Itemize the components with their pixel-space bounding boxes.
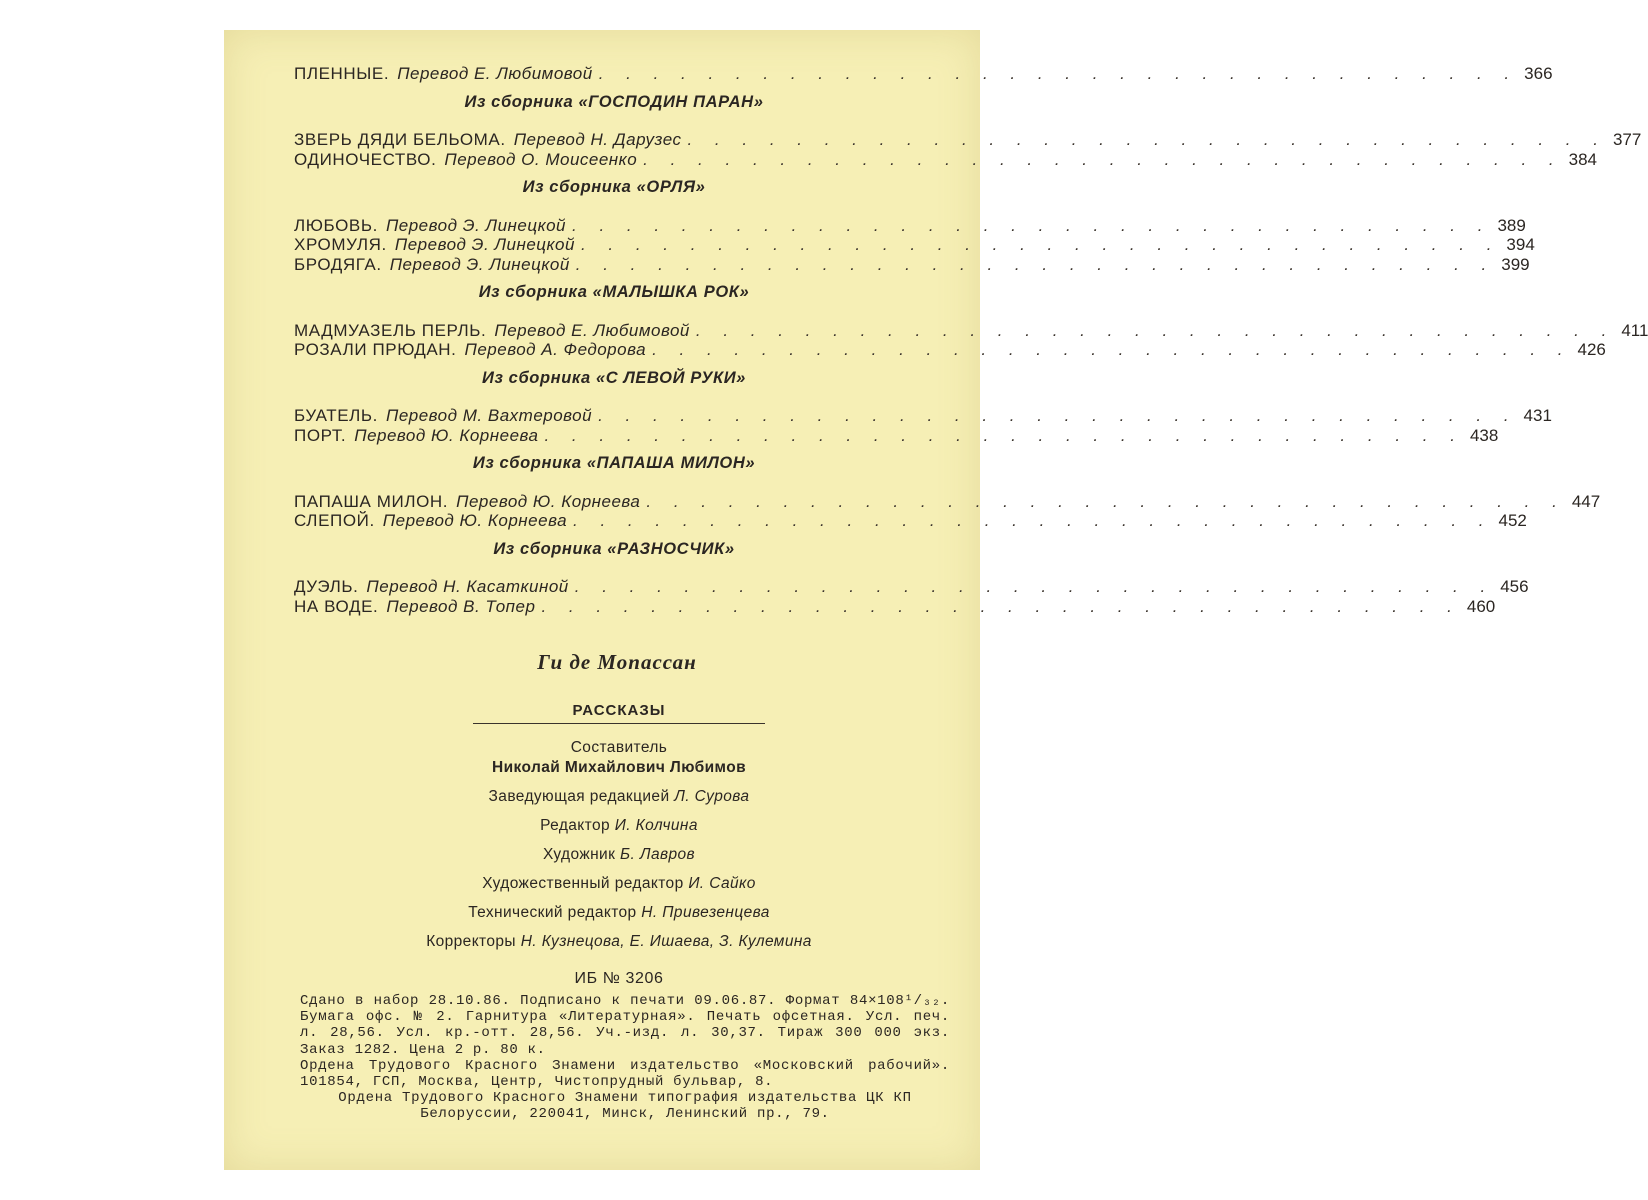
compiler-label: Составитель [570,739,668,756]
leader-dots: . . . . . . . . . . . . . . . . . . . . . . . . . . . . . . . . . . [541,596,1461,616]
story-title: НА ВОДЕ. [294,596,379,616]
book-page [224,30,1648,1170]
page-number: 377 [1612,130,1642,149]
story-title: ДУЭЛЬ. [294,577,359,596]
section-heading: Из сборника «С ЛЕВОЙ РУКИ» [482,368,746,387]
leader-dots: . . . . . . . . . . . . . . . . . . . . . . . . . . . . . . . . . . [643,149,1563,169]
story-title: РОЗАЛИ ПРЮДАН. [294,340,457,359]
toc-entry [294,425,1499,446]
story-title: БРОДЯГА. [294,254,382,274]
leader-dots: . . . . . . . . . . . . . . . . . . . . . . . . . . . . . . . . . . [580,235,1501,254]
credit-role: Художник [543,846,616,863]
credit-role: Технический редактор [468,904,637,921]
toc-entry [294,320,1648,341]
book-title: РАССКАЗЫ [572,702,666,719]
translator: Перевод О. Моисеенко [444,149,638,169]
translator: Перевод А. Федорова [464,340,647,359]
credit-name: Л. Сурова [674,788,750,805]
story-title: ПОРТ. [294,425,347,445]
leader-dots: . . . . . . . . . . . . . . . . . . . . . . . . . . . . . . . . . . [575,254,1496,274]
translator: Перевод Н. Касаткиной [366,577,569,596]
leader-dots: . . . . . . . . . . . . . . . . . . . . . . . . . . . . . . . . . . [572,215,1492,235]
credit-role: Корректоры [426,933,516,950]
page-number: 426 [1577,340,1606,359]
credit-name: И. Колчина [614,817,698,834]
story-title: ОДИНОЧЕСТВО. [294,149,437,169]
section-heading: Из сборника «МАЛЫШКА РОК» [478,283,750,301]
toc-entry [294,149,1597,170]
page-number: 431 [1523,406,1552,425]
leader-dots: . . . . . . . . . . . . . . . . . . . . . . . . . . . . . . . . . . [687,130,1607,149]
translator: Перевод Е. Любимовой [494,320,690,340]
story-title: БУАТЕЛЬ. [294,406,378,425]
credit-name: И. Сайко [688,875,756,892]
page-number: 389 [1497,215,1526,235]
translator: Перевод Н. Дарузес [513,130,682,149]
toc-entry [294,511,1527,531]
printer-address: Ордена Трудового Красного Знамени типография издательства ЦК КП Белоруссии, 220041, Минск, Ленинский пр., 79. [338,1090,912,1123]
translator: Перевод Э. Линецкой [385,215,567,235]
page-number: 438 [1469,425,1499,445]
page-number: 452 [1498,511,1527,530]
translator: Перевод В. Топер [386,596,536,616]
toc-entry [294,215,1526,236]
credit-line [294,874,944,894]
toc-entry [294,64,1553,84]
title-rule [473,723,765,724]
leader-dots: . . . . . . . . . . . . . . . . . . . . . . . . . . . . . . . . . . [544,425,1464,445]
credit-name: Н. Привезенцева [641,904,770,921]
story-title: МАДМУАЗЕЛЬ ПЕРЛЬ. [294,320,487,340]
credit-name: Н. Кузнецова, Е. Ишаева, З. Кулемина [520,933,812,950]
page-number: 456 [1500,577,1529,596]
leader-dots: . . . . . . . . . . . . . . . . . . . . . . . . . . . . . . . . . . [574,577,1495,596]
print-details: Сдано в набор 28.10.86. Подписано к печати 09.06.87. Формат 84×108¹/₃₂. Бумага офс. № 2. Гарнитура «Литературная». Печать офсетная. Усл. печ. л. 28,56. Усл. кр.-отт. 28,56. Уч.-изд. л. 30,37. Тираж 300 000 экз. Заказ 1282. Цена 2 р. 80 к. [300,993,950,1058]
section-heading: Из сборника «ОРЛЯ» [522,178,706,196]
toc-entry [294,491,1601,512]
section-heading: Из сборника «ГОСПОДИН ПАРАН» [464,92,764,111]
toc-entry [294,130,1642,150]
story-title: ЛЮБОВЬ. [294,215,378,235]
credit-line [294,932,944,952]
page-number: 460 [1466,596,1496,616]
credit-line [294,816,944,836]
leader-dots: . . . . . . . . . . . . . . . . . . . . . . . . . . . . . . . . . . [598,64,1519,83]
leader-dots: . . . . . . . . . . . . . . . . . . . . . . . . . . . . . . . . . . [598,406,1518,425]
page-number: 411 [1621,320,1648,340]
publisher-address: Ордена Трудового Красного Знамени издательство «Московский рабочий». 101854, ГСП, Москва, Центр, Чистопрудный бульвар, 8. [300,1057,950,1091]
toc-entry [294,340,1606,360]
translator: Перевод Э. Линецкой [389,254,570,274]
story-title: ПЛЕННЫЕ. [294,64,390,83]
credit-name: Б. Лавров [620,846,695,863]
story-title: ЗВЕРЬ ДЯДИ БЕЛЬОМА. [294,130,506,149]
credit-role: Художественный редактор [482,875,684,892]
imprint [294,650,944,988]
translator: Перевод Ю. Корнеева [456,491,641,511]
page-number: 394 [1506,235,1535,254]
page-number: 447 [1571,491,1601,511]
translator: Перевод Ю. Корнеева [382,511,568,530]
credit-line [294,845,944,865]
toc-entry [294,235,1535,255]
compiler-name: Николай Михайлович Любимов [491,759,746,776]
toc-entry [294,596,1496,617]
page-number: 366 [1524,64,1553,83]
author-name: Ги де Мопассан [537,650,697,674]
translator: Перевод М. Вахтеровой [386,406,593,425]
ib-number: ИБ № 3206 [574,970,664,987]
story-title: ПАПАША МИЛОН. [294,491,449,511]
table-of-contents [294,64,1648,616]
credit-line [294,787,944,807]
section-heading: Из сборника «РАЗНОСЧИК» [493,539,735,558]
leader-dots: . . . . . . . . . . . . . . . . . . . . . . . . . . . . . . . . . . [573,511,1493,530]
section-heading: Из сборника «ПАПАША МИЛОН» [472,454,756,472]
page-number: 399 [1501,254,1530,274]
leader-dots: . . . . . . . . . . . . . . . . . . . . . . . . . . . . . . . . . . [652,340,1572,359]
translator: Перевод Э. Линецкой [394,235,575,254]
credit-role: Заведующая редакцией [488,788,670,805]
translator: Перевод Ю. Корнеева [354,425,539,445]
page-number: 384 [1568,149,1597,169]
story-title: СЛЕПОЙ. [294,511,375,530]
leader-dots: . . . . . . . . . . . . . . . . . . . . . . . . . . . . . . . . . . [695,320,1616,340]
toc-entry [294,577,1529,597]
toc-entry [294,406,1552,426]
story-title: ХРОМУЛЯ. [294,235,387,254]
translator: Перевод Е. Любимовой [397,64,593,83]
credit-line [294,903,944,923]
credit-role: Редактор [540,817,611,834]
toc-entry [294,254,1530,275]
publication-details [300,993,950,1123]
leader-dots: . . . . . . . . . . . . . . . . . . . . . . . . . . . . . . . . . . [646,491,1566,511]
